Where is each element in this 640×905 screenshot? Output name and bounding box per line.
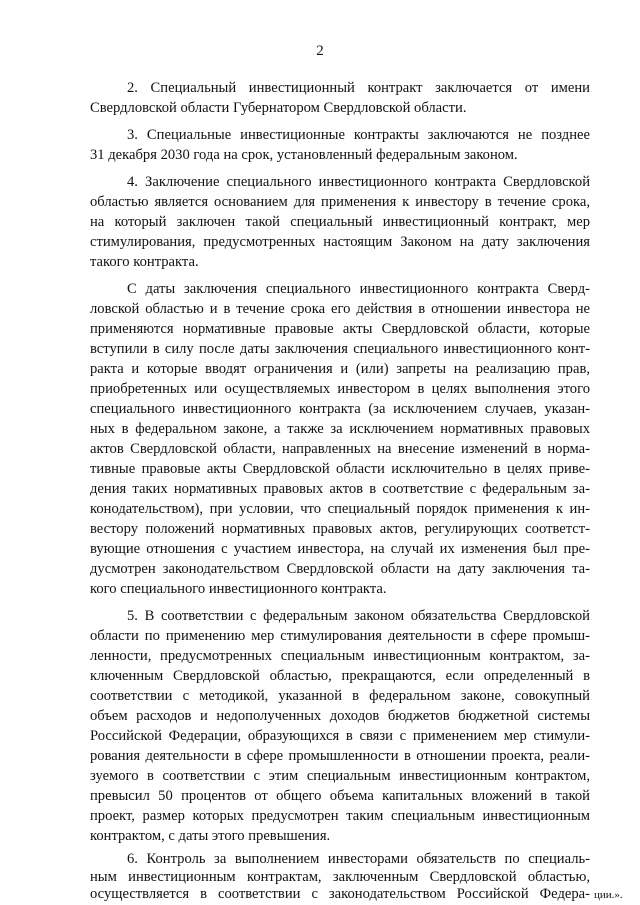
paragraph-3-line-2: 31 декабря 2030 года на срок, установленный федеральным законом. bbox=[90, 147, 518, 163]
paragraph-4b-line-9: актов Свердловской области, направленных на внесение изменений в норма- bbox=[90, 441, 590, 457]
paragraph-4-line-5: такого контракта. bbox=[90, 254, 199, 270]
paragraph-4b-line-12: конодательством), при условии, что специальный порядок применения к ин- bbox=[90, 501, 590, 517]
paragraph-5-line-8: рования деятельности в сфере промышленности в отношении проекта, реали- bbox=[90, 748, 590, 764]
paragraph-4b-line-7: специального инвестиционного контракта (за исключением случаев, указан- bbox=[90, 401, 590, 417]
paragraph-4b-line-4: вступили в силу после даты заключения специального инвестиционного конт- bbox=[90, 341, 590, 357]
paragraph-4b-line-16: кого специального инвестиционного контракта. bbox=[90, 581, 387, 597]
paragraph-2-line-1: 2. Специальный инвестиционный контракт заключается от имени bbox=[127, 80, 590, 96]
paragraph-6-line-2: ным инвестиционным контрактам, заключенным Свердловской областью, bbox=[90, 869, 590, 885]
paragraph-5-line-12: контрактом, с даты этого превышения. bbox=[90, 828, 331, 844]
paragraph-4b-line-6: приобретенных или осуществляемых инвестором в целях выполнения этого bbox=[90, 381, 590, 397]
paragraph-5-line-1: 5. В соответствии с федеральным законом обязательства Свердловской bbox=[127, 608, 590, 624]
paragraph-5-line-3: ленности, предусмотренных специальным инвестиционным контрактом, за- bbox=[90, 648, 590, 664]
paragraph-5-line-2: области по применению мер стимулирования деятельности в сфере промыш- bbox=[90, 628, 590, 644]
paragraph-6-line-1: 6. Контроль за выполнением инвесторами обязательств по специаль- bbox=[127, 851, 590, 867]
paragraph-6-line-4: ции.». bbox=[594, 889, 623, 901]
paragraph-4b-line-15: дусмотрен законодательством Свердловской области на дату заключения та- bbox=[90, 561, 590, 577]
paragraph-4-line-4: стимулирования, предусмотренных настоящим Законом на дату заключения bbox=[90, 234, 590, 250]
paragraph-4b-line-2: ловской областью и в течение срока его действия в отношении инвестора не bbox=[90, 301, 590, 317]
paragraph-5-line-7: Российской Федерации, образующихся в связи с применением мер стимули- bbox=[90, 728, 590, 744]
paragraph-4b-line-3: применяются нормативные правовые акты Свердловской области, которые bbox=[90, 321, 590, 337]
paragraph-4b-line-8: ных в федеральном законе, а также за исключением нормативных правовых bbox=[90, 421, 590, 437]
paragraph-4b-line-14: вующие отношения с участием инвестора, на случай их изменения был пре- bbox=[90, 541, 590, 557]
paragraph-5-line-9: зуемого в соответствии с этим специальным инвестиционным контрактом, bbox=[90, 768, 590, 784]
paragraph-4b-line-13: вестору положений нормативных правовых актов, регулирующих соответст- bbox=[90, 521, 590, 537]
paragraph-2-line-2: Свердловской области Губернатором Свердловской области. bbox=[90, 100, 467, 116]
paragraph-4-line-3: на который заключен такой специальный инвестиционный контракт, мер bbox=[90, 214, 590, 230]
paragraph-4b-line-1: С даты заключения специального инвестиционного контракта Сверд- bbox=[127, 281, 590, 297]
paragraph-4b-line-11: дения таких нормативных правовых актов в соответствие с федеральным за- bbox=[90, 481, 590, 497]
paragraph-5-line-5: соответствии с методикой, указанной в федеральном законе, совокупный bbox=[90, 688, 590, 704]
paragraph-4b-line-10: тивные правовые акты Свердловской области исключительно в целях приве- bbox=[90, 461, 590, 477]
paragraph-5-line-4: ключенным Свердловской областью, прекращаются, если определенный в bbox=[90, 668, 590, 684]
page-number: 2 bbox=[316, 43, 324, 59]
paragraph-5-line-6: объем расходов и недополученных доходов бюджетов бюджетной системы bbox=[90, 708, 590, 724]
paragraph-4-line-1: 4. Заключение специального инвестиционного контракта Свердловской bbox=[127, 174, 590, 190]
paragraph-3-line-1: 3. Специальные инвестиционные контракты заключаются не позднее bbox=[127, 127, 590, 143]
paragraph-4-line-2: областью является основанием для применения к инвестору в течение срока, bbox=[90, 194, 590, 210]
paragraph-5-line-10: превысил 50 процентов от общего объема капитальных вложений в такой bbox=[90, 788, 590, 804]
paragraph-6-line-3: осуществляется в соответствии с законодательством Российской Федера- bbox=[90, 886, 590, 902]
paragraph-4b-line-5: ракта и которые вводят ограничения и (или) запреты на реализацию прав, bbox=[90, 361, 590, 377]
paragraph-5-line-11: проект, размер которых предусмотрен таким специальным инвестиционным bbox=[90, 808, 590, 824]
